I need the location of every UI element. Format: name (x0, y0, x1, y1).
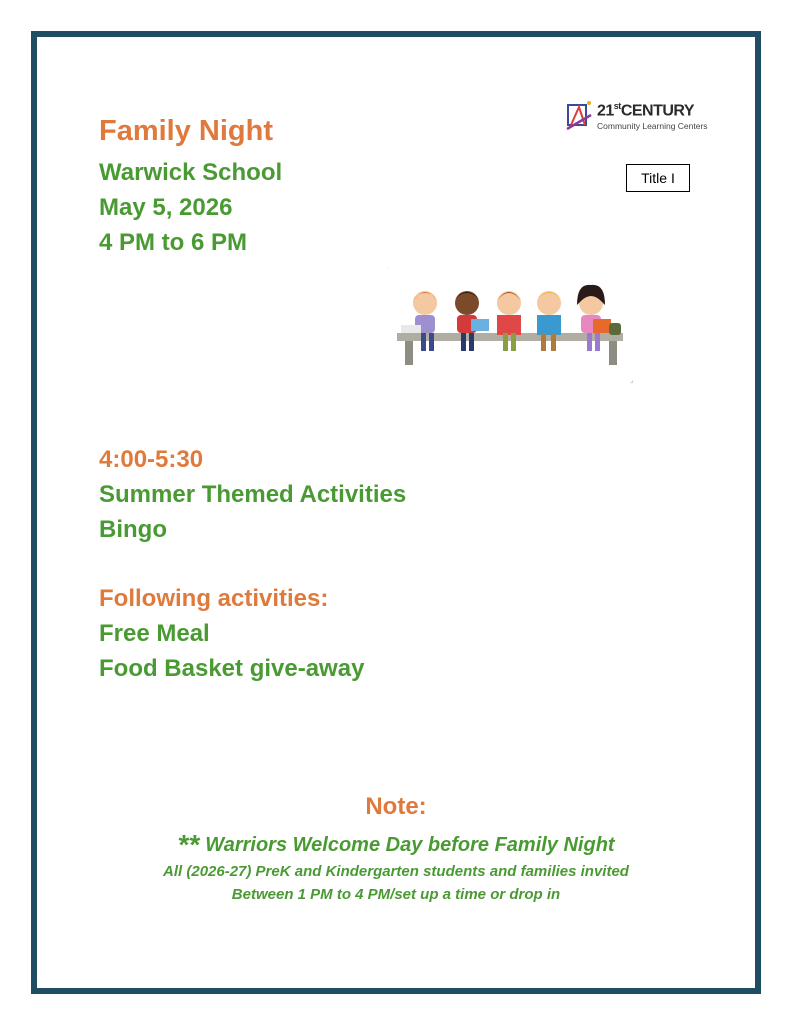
schedule-time: 4:00-5:30 (99, 446, 204, 473)
activity-item: Summer Themed Activities (99, 481, 407, 508)
note-line-1 (37, 829, 755, 861)
logo-icon (565, 99, 595, 133)
schedule-section (99, 442, 406, 547)
following-section (99, 581, 364, 686)
following-item: Free Meal (99, 620, 210, 647)
logo-title (597, 101, 694, 120)
event-title: Family Night (99, 115, 274, 147)
kids-reading-image (387, 267, 633, 383)
following-item: Food Basket give-away (99, 655, 365, 682)
21st-century-logo (565, 97, 708, 137)
logo-century: CENTURY (620, 102, 695, 120)
event-date: May 5, 2026 (99, 194, 233, 221)
logo-suffix: st (613, 101, 621, 111)
note-heading: Note: (365, 793, 427, 820)
note-stars: ** (177, 829, 200, 860)
school-name: Warwick School (99, 159, 283, 186)
event-time: 4 PM to 6 PM (99, 229, 248, 256)
note-line-3: Between 1 PM to 4 PM/set up a time or drop in (231, 886, 561, 903)
following-heading: Following activities: (99, 585, 329, 612)
note-line-2: All (2026-27) PreK and Kindergarten students and families invited (163, 863, 629, 880)
flyer-frame (31, 31, 761, 994)
logo-number: 21 (597, 102, 614, 120)
note-line-1-text: Warriors Welcome Day before Family Night (205, 834, 615, 856)
event-info (99, 155, 282, 260)
kids-on-bench-illustration (387, 267, 633, 383)
activity-item: Bingo (99, 516, 167, 543)
logo-subtitle: Community Learning Centers (597, 121, 708, 131)
title-i-box: Title I (626, 164, 690, 192)
